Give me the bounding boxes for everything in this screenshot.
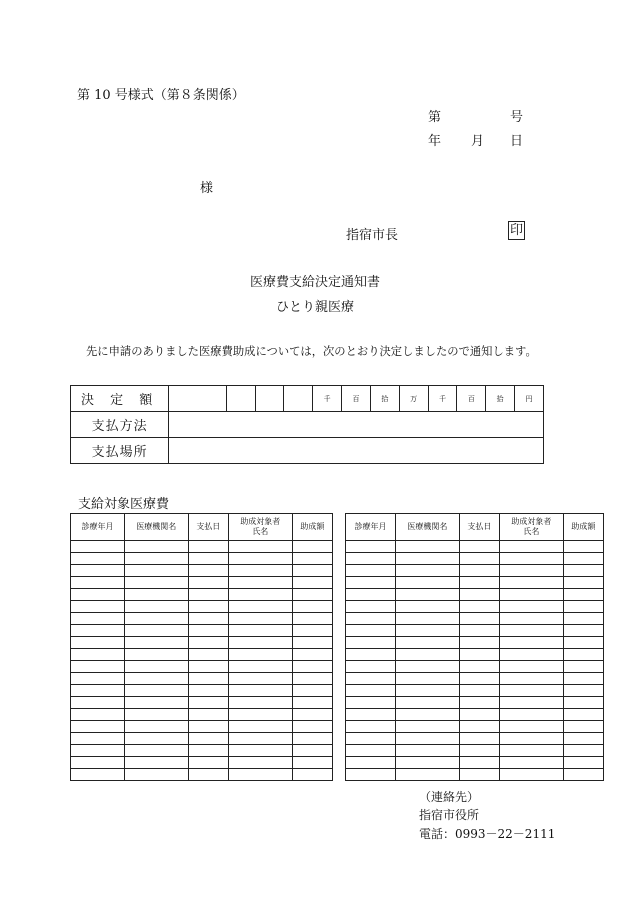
table-cell [228,661,292,673]
table-cell [346,769,396,781]
col-header: 助成対象者 氏名 [228,514,292,541]
table-cell [71,565,125,577]
table-cell [500,601,564,613]
table-cell [292,745,332,757]
table-cell [346,553,396,565]
table-cell [563,541,603,553]
table-cell [500,673,564,685]
table-cell [563,661,603,673]
table-cell [292,541,332,553]
table-cell [292,733,332,745]
table-cell [459,769,499,781]
table-cell [563,769,603,781]
table-cell [228,577,292,589]
table-cell [228,685,292,697]
table-cell [188,565,228,577]
col-header: 医療機関名 [396,514,460,541]
table-cell [346,649,396,661]
table-cell [292,769,332,781]
digit-unit: 百 [342,386,371,412]
table-cell [563,649,603,661]
table-cell [500,577,564,589]
table-cell [396,745,460,757]
amount-blank-cell [255,386,284,412]
table-cell [563,625,603,637]
table-cell [124,577,188,589]
table-cell [396,625,460,637]
table-cell [124,613,188,625]
table-cell [500,613,564,625]
payment-place-label: 支払場所 [71,438,169,464]
table-cell [124,601,188,613]
table-cell [459,673,499,685]
table-cell [459,637,499,649]
table-row [71,637,333,649]
table-cell [500,697,564,709]
table-cell [396,649,460,661]
table-cell [563,685,603,697]
table-cell [459,601,499,613]
table-cell [396,673,460,685]
table-cell [228,541,292,553]
table-cell [500,661,564,673]
table-cell [71,637,125,649]
payment-place-row [71,438,544,464]
table-cell [228,745,292,757]
table-cell [346,685,396,697]
table-row [346,565,604,577]
payment-method-label: 支払方法 [71,412,169,438]
payment-place-value [169,438,544,464]
table-cell [500,553,564,565]
contact-label: （連絡先） [419,790,480,804]
table-cell [563,733,603,745]
document-title: 医療費支給決定通知書 [249,275,380,290]
table-cell [228,733,292,745]
decision-amount-table [70,385,544,464]
table-cell [459,757,499,769]
table-row [346,769,604,781]
table-cell [292,709,332,721]
table-cell [346,613,396,625]
table-cell [396,613,460,625]
table-cell [188,745,228,757]
table-row [71,589,333,601]
table-cell [228,601,292,613]
table-cell [124,757,188,769]
table-row [71,661,333,673]
table-cell [459,697,499,709]
medical-table-left [70,513,333,781]
table-cell [124,625,188,637]
table-cell [396,733,460,745]
col-header: 医療機関名 [124,514,188,541]
table-cell [500,769,564,781]
table-cell [563,721,603,733]
table-row [71,577,333,589]
table-cell [346,709,396,721]
table-cell [500,637,564,649]
table-cell [396,769,460,781]
table-cell [396,709,460,721]
payment-method-row [71,412,544,438]
table-cell [292,721,332,733]
table-row [71,601,333,613]
table-cell [292,637,332,649]
amount-blank-cell [226,386,255,412]
table-row [346,745,604,757]
table-row [71,757,333,769]
table-cell [346,745,396,757]
table-cell [292,673,332,685]
table-row [71,613,333,625]
table-cell [459,721,499,733]
table-cell [292,625,332,637]
table-cell [228,769,292,781]
medical-table-header [346,514,604,541]
table-cell [563,553,603,565]
table-cell [500,685,564,697]
doc-number-prefix: 第 [428,110,442,125]
table-cell [346,565,396,577]
table-cell [346,625,396,637]
table-row [346,721,604,733]
table-cell [459,709,499,721]
table-cell [188,721,228,733]
table-cell [124,697,188,709]
table-cell [71,709,125,721]
table-cell [346,673,396,685]
table-cell [292,589,332,601]
issuer-name: 指宿市長 [346,228,399,243]
doc-number-suffix: 号 [510,110,524,125]
table-cell [124,733,188,745]
table-row [71,685,333,697]
table-row [346,673,604,685]
table-cell [228,565,292,577]
table-cell [71,553,125,565]
table-cell [188,733,228,745]
table-cell [188,637,228,649]
table-row [346,757,604,769]
table-cell [563,745,603,757]
table-row [346,637,604,649]
table-cell [188,709,228,721]
table-cell [346,721,396,733]
table-cell [71,733,125,745]
table-cell [500,625,564,637]
table-cell [500,733,564,745]
table-cell [459,661,499,673]
table-row [346,601,604,613]
table-cell [228,637,292,649]
document-subtitle: ひとり親医療 [275,300,354,315]
table-cell [396,553,460,565]
col-header: 支払日 [459,514,499,541]
table-row [346,613,604,625]
table-row [346,625,604,637]
table-cell [396,577,460,589]
table-cell [292,553,332,565]
table-cell [71,685,125,697]
table-cell [71,757,125,769]
table-cell [71,721,125,733]
table-cell [292,757,332,769]
table-cell [563,589,603,601]
amount-label: 決 定 額 [71,386,169,412]
digit-unit: 万 [399,386,428,412]
table-cell [71,673,125,685]
table-cell [292,661,332,673]
digit-unit: 拾 [486,386,515,412]
table-cell [459,553,499,565]
table-cell [124,673,188,685]
table-cell [188,625,228,637]
table-row [71,709,333,721]
table-row [71,673,333,685]
table-cell [396,565,460,577]
table-row [346,733,604,745]
table-row [346,589,604,601]
table-row [71,769,333,781]
col-header: 助成対象者 氏名 [500,514,564,541]
col-header: 助成額 [563,514,603,541]
table-cell [459,685,499,697]
table-cell [500,565,564,577]
seal-mark: 印 [509,223,523,238]
table-row [346,685,604,697]
table-cell [124,565,188,577]
table-cell [396,589,460,601]
table-cell [188,649,228,661]
table-cell [563,697,603,709]
table-cell [292,649,332,661]
table-cell [188,613,228,625]
table-row [71,553,333,565]
table-cell [563,601,603,613]
table-cell [188,589,228,601]
table-cell [228,613,292,625]
table-cell [124,541,188,553]
table-cell [228,589,292,601]
table-cell [124,649,188,661]
digit-unit: 千 [313,386,342,412]
table-row [346,697,604,709]
table-cell [346,757,396,769]
table-cell [124,589,188,601]
table-cell [500,649,564,661]
digit-unit: 百 [457,386,486,412]
table-cell [71,649,125,661]
table-cell [71,589,125,601]
table-cell [228,649,292,661]
table-row [346,553,604,565]
payment-method-value [169,412,544,438]
medical-table-right [345,513,604,781]
table-cell [459,613,499,625]
table-cell [346,541,396,553]
date-day: 日 [510,134,524,149]
table-row [346,709,604,721]
table-cell [188,553,228,565]
table-cell [124,637,188,649]
amount-blank-cell [169,386,227,412]
table-cell [396,685,460,697]
digit-unit: 千 [428,386,457,412]
table-cell [346,589,396,601]
table-cell [188,769,228,781]
table-cell [346,601,396,613]
table-cell [228,697,292,709]
table-cell [500,709,564,721]
medical-table-header [71,514,333,541]
table-cell [346,733,396,745]
table-cell [71,613,125,625]
table-cell [71,625,125,637]
table-cell [71,745,125,757]
table-cell [124,745,188,757]
table-cell [188,697,228,709]
table-cell [500,541,564,553]
table-cell [71,697,125,709]
date-year: 年 [428,134,442,149]
form-number: 第 10 号様式（第８条関係） [77,88,245,103]
table-cell [292,565,332,577]
table-cell [188,757,228,769]
table-cell [71,577,125,589]
table-cell [292,601,332,613]
contact-phone: 電話：0993－22－2111 [419,827,556,841]
table-cell [459,649,499,661]
table-cell [500,757,564,769]
table-cell [292,685,332,697]
table-cell [459,625,499,637]
table-cell [228,673,292,685]
table-cell [292,613,332,625]
table-row [346,649,604,661]
table-cell [292,697,332,709]
table-cell [71,601,125,613]
table-cell [459,589,499,601]
table-cell [188,661,228,673]
table-cell [500,745,564,757]
table-cell [346,697,396,709]
table-cell [71,541,125,553]
table-cell [71,661,125,673]
table-cell [396,637,460,649]
col-header: 助成額 [292,514,332,541]
table-cell [500,589,564,601]
table-row [71,565,333,577]
table-cell [188,685,228,697]
table-cell [228,757,292,769]
date-month: 月 [471,134,485,149]
table-cell [459,541,499,553]
table-cell [459,577,499,589]
table-cell [459,565,499,577]
table-row [346,577,604,589]
table-cell [563,709,603,721]
table-cell [188,601,228,613]
table-row [71,733,333,745]
table-cell [228,625,292,637]
col-header: 診療年月 [346,514,396,541]
table-cell [228,709,292,721]
table-cell [124,685,188,697]
recipient-suffix: 様 [200,181,214,196]
table-cell [71,769,125,781]
table-cell [396,601,460,613]
table-cell [228,553,292,565]
col-header: 支払日 [188,514,228,541]
table-cell [396,757,460,769]
table-cell [346,661,396,673]
body-text: 先に申請のありました医療費助成については，次のとおり決定しましたので通知します。 [86,345,537,358]
table-row [346,661,604,673]
table-cell [346,637,396,649]
table-cell [563,757,603,769]
table-cell [396,721,460,733]
amount-row [71,386,544,412]
table-cell [563,673,603,685]
table-cell [563,577,603,589]
table-cell [124,553,188,565]
contact-office: 指宿市役所 [419,808,480,822]
table-cell [124,709,188,721]
table-cell [188,577,228,589]
medical-section-heading: 支給対象医療費 [78,497,170,512]
table-cell [188,673,228,685]
table-cell [396,541,460,553]
table-row [71,625,333,637]
digit-unit: 拾 [370,386,399,412]
table-cell [188,541,228,553]
table-cell [292,577,332,589]
table-cell [346,577,396,589]
table-cell [228,721,292,733]
col-header: 診療年月 [71,514,125,541]
table-row [346,541,604,553]
table-cell [459,745,499,757]
table-cell [124,661,188,673]
table-row [71,649,333,661]
table-cell [396,697,460,709]
table-row [71,745,333,757]
table-row [71,721,333,733]
table-cell [396,661,460,673]
table-cell [124,769,188,781]
digit-unit: 円 [515,386,544,412]
table-cell [563,613,603,625]
table-cell [563,565,603,577]
table-cell [563,637,603,649]
table-row [71,541,333,553]
table-cell [459,733,499,745]
table-cell [124,721,188,733]
table-cell [500,721,564,733]
table-row [71,697,333,709]
amount-blank-cell [284,386,313,412]
